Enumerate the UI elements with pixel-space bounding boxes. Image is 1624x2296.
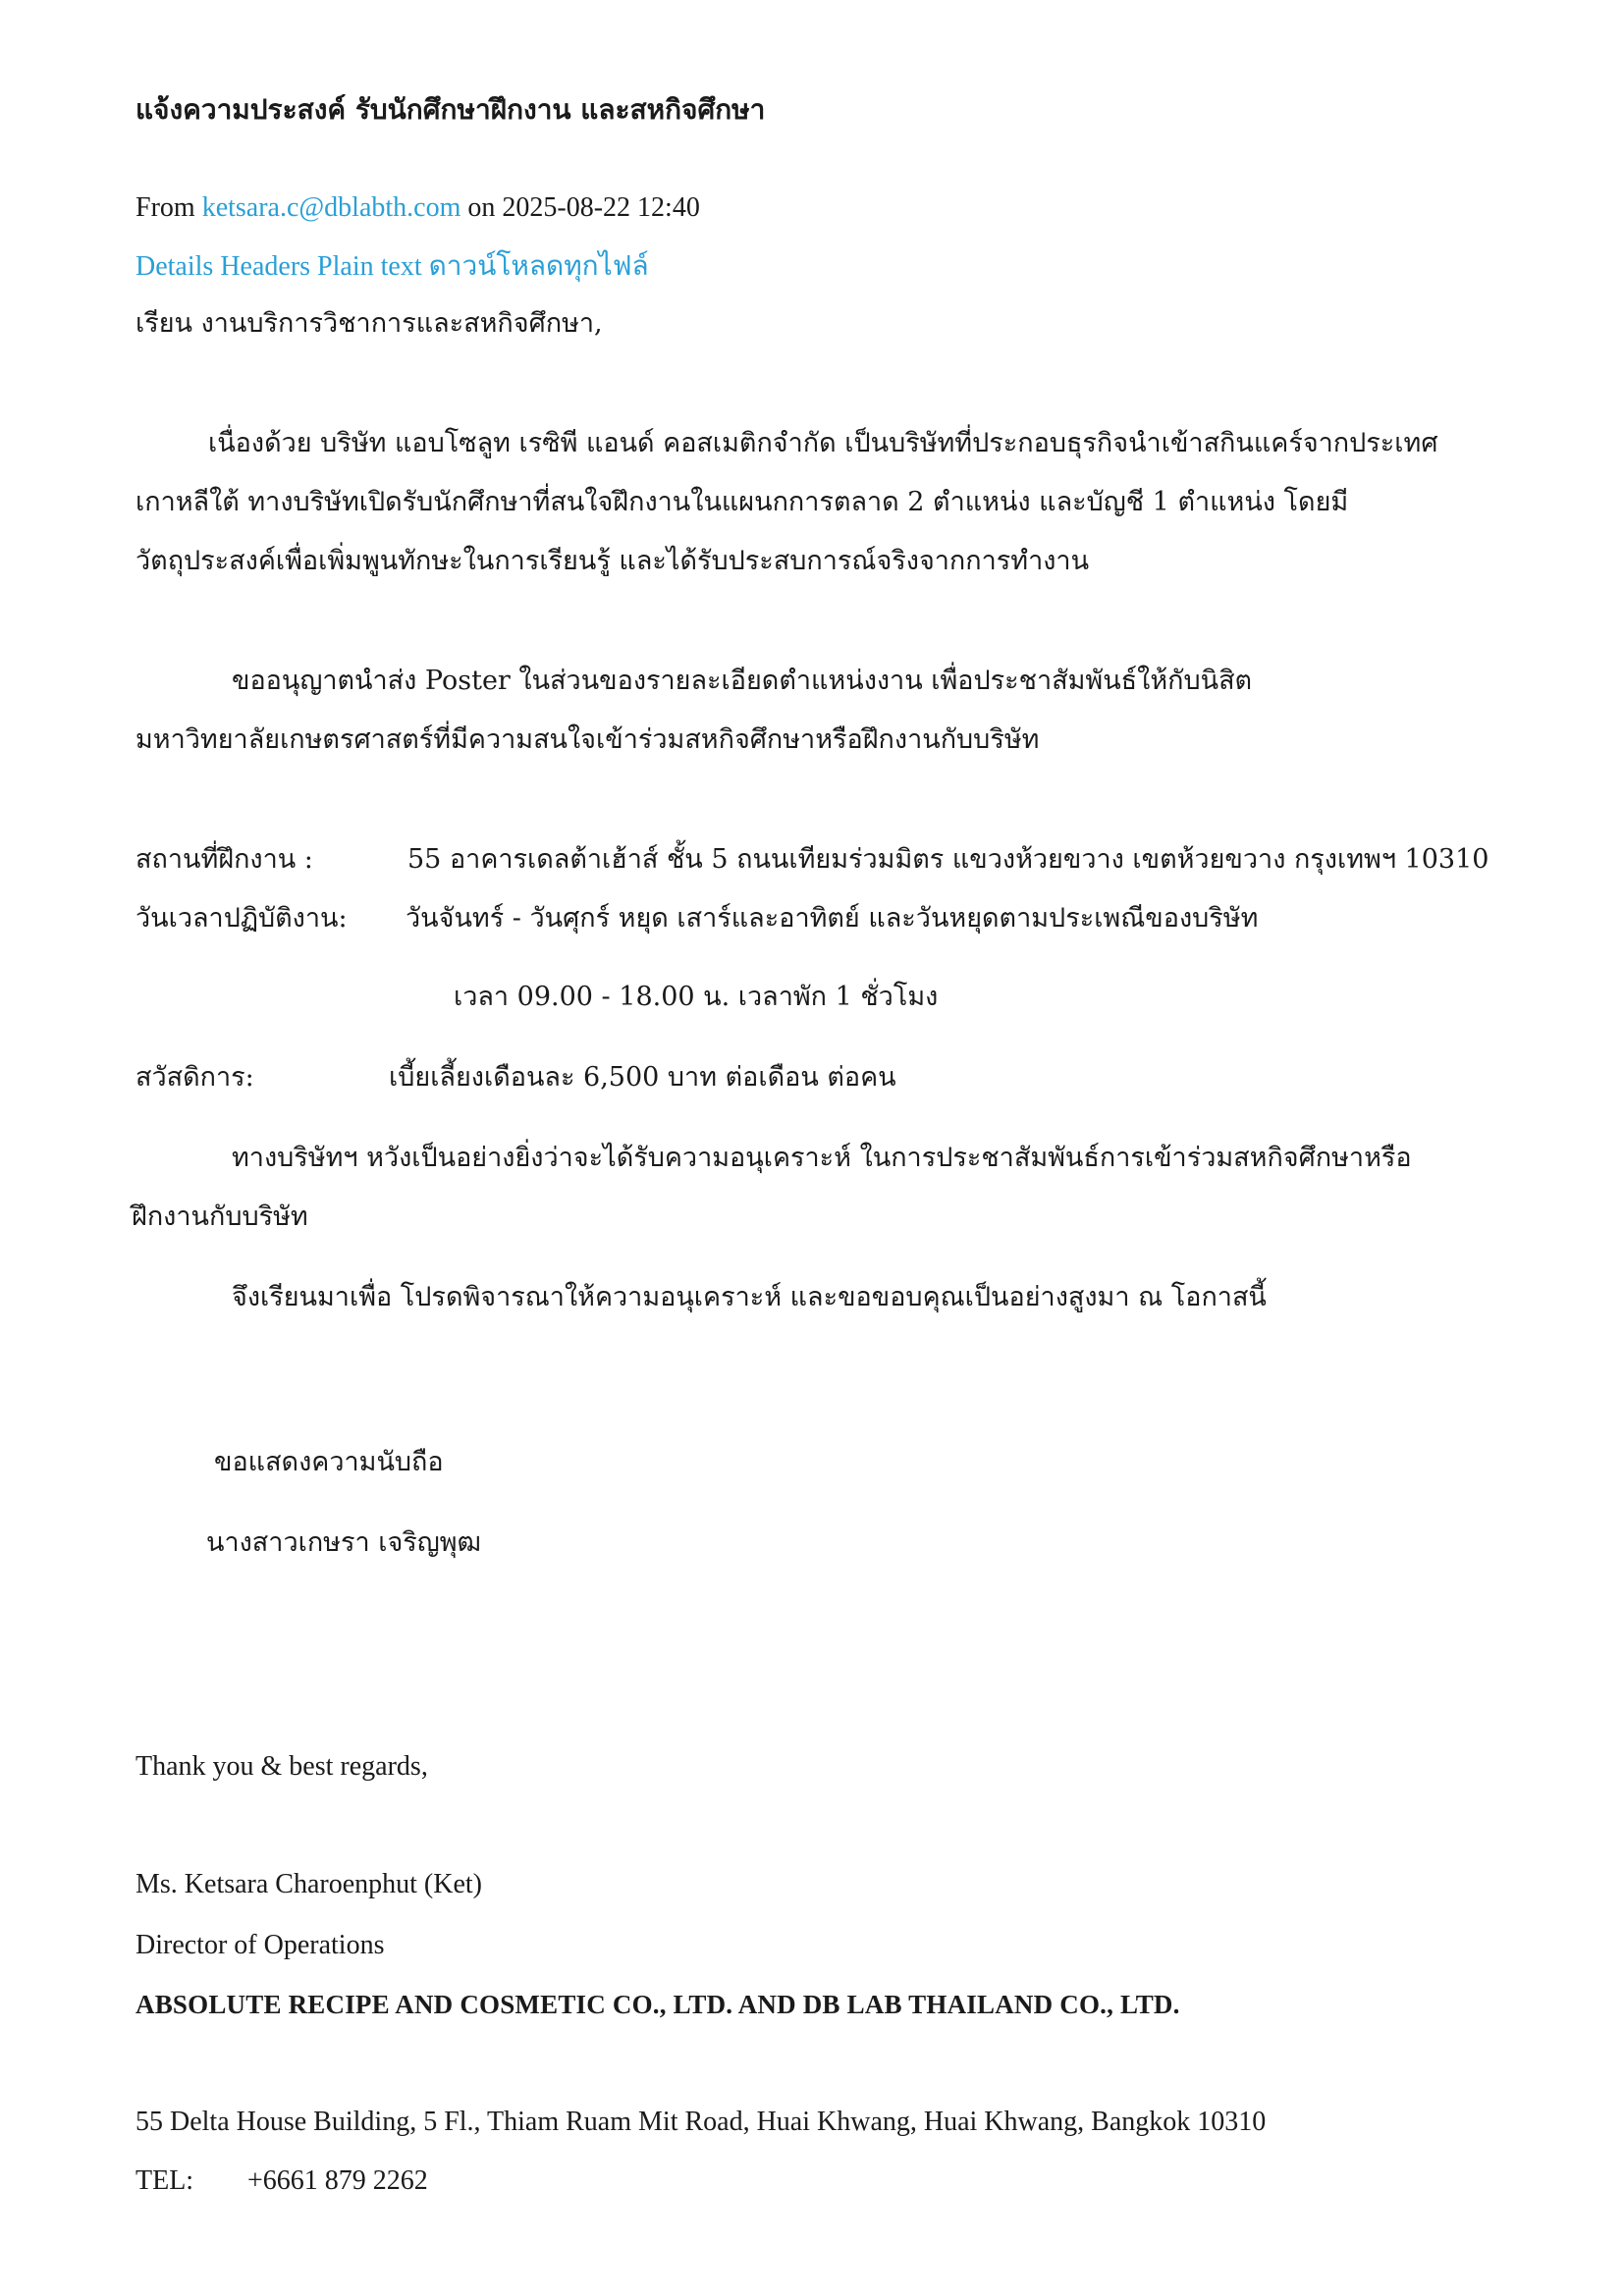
closing: ขอแสดงความนับถือ <box>214 1447 444 1477</box>
location-label: สถานที่ฝึกงาน : <box>135 844 313 875</box>
on-label: on <box>467 192 496 223</box>
headers-link[interactable]: Headers <box>220 251 311 282</box>
from-line <box>135 188 700 228</box>
signature-thanks: Thank you & best regards, <box>135 1751 428 1782</box>
location-value: 55 อาคารเดลต้าเฮ้าส์ ชั้น 5 ถนนเทียมร่วมมิตร แขวงห้วยขวาง เขตห้วยขวาง กรุงเทพฯ 10310 <box>407 844 1489 875</box>
sender-thai-name: นางสาวเกษรา เจริญพุฒ <box>206 1527 481 1558</box>
signature-title: Director of Operations <box>135 1930 385 1960</box>
workdays-value: วันจันทร์ - วันศุกร์ หยุด เสาร์และอาทิตย์ และวันหยุดตามประเพณีของบริษัท <box>406 903 1259 934</box>
para1-line1: เนื่องด้วย บริษัท แอบโซลูท เรซิพี แอนด์ คอสเมติกจำกัด เป็นบริษัทที่ประกอบธุรกิจนำเข้าสกินแคร์จากประเทศ <box>208 428 1438 458</box>
timestamp: 2025-08-22 12:40 <box>502 192 700 223</box>
signature-address: 55 Delta House Building, 5 Fl., Thiam Ruam Mit Road, Huai Khwang, Huai Khwang, Bangkok 10310 <box>135 2107 1267 2137</box>
signature-tel-label: TEL: <box>135 2165 194 2196</box>
para1-line2: เกาหลีใต้ ทางบริษัทเปิดรับนักศึกษาที่สนใจฝึกงานในแผนกการตลาด 2 ตำแหน่ง และบัญชี 1 ตำแหน่ง โดยมี <box>135 487 1349 517</box>
plain-text-link[interactable]: Plain text <box>317 251 422 282</box>
details-link[interactable]: Details <box>135 251 214 282</box>
welfare-label: สวัสดิการ: <box>135 1062 254 1093</box>
download-all-link[interactable]: ดาวน์โหลดทุกไฟล์ <box>428 251 649 282</box>
para4: จึงเรียนมาเพื่อ โปรดพิจารณาให้ความอนุเคราะห์ และขอขอบคุณเป็นอย่างสูงมา ณ โอกาสนี้ <box>232 1282 1267 1312</box>
signature-name: Ms. Ketsara Charoenphut (Ket) <box>135 1869 483 1899</box>
signature-company: ABSOLUTE RECIPE AND COSMETIC CO., LTD. AND DB LAB THAILAND CO., LTD. <box>135 1990 1180 2019</box>
signature-tel-value: +6661 879 2262 <box>247 2165 428 2196</box>
welfare-value: เบี้ยเลี้ยงเดือนละ 6,500 บาท ต่อเดือน ต่อคน <box>389 1062 896 1093</box>
hours-value: เวลา 09.00 - 18.00 น. เวลาพัก 1 ชั่วโมง <box>454 982 939 1012</box>
para3-line1: ทางบริษัทฯ หวังเป็นอย่างยิ่งว่าจะได้รับความอนุเคราะห์ ในการประชาสัมพันธ์การเข้าร่วมสหกิจศึกษาหรือ <box>232 1143 1412 1173</box>
workdays-label: วันเวลาปฏิบัติงาน: <box>135 903 348 934</box>
from-label: From <box>135 192 195 223</box>
para3-line2: ฝึกงานกับบริษัท <box>132 1201 308 1232</box>
from-address-link[interactable]: ketsara.c@dblabth.com <box>201 192 461 223</box>
greeting: เรียน งานบริการวิชาการและสหกิจศึกษา, <box>135 308 603 339</box>
message-links-row <box>135 247 649 287</box>
para2-line1: ขออนุญาตนำส่ง Poster ในส่วนของรายละเอียดตำแหน่งงาน เพื่อประชาสัมพันธ์ให้กับนิสิต <box>232 666 1253 696</box>
email-subject: แจ้งความประสงค์ รับนักศึกษาฝึกงาน และสหกิจศึกษา <box>135 93 766 126</box>
para1-line3: วัตถุประสงค์เพื่อเพิ่มพูนทักษะในการเรียนรู้ และได้รับประสบการณ์จริงจากการทำงาน <box>135 546 1090 576</box>
para2-line2: มหาวิทยาลัยเกษตรศาสตร์ที่มีความสนใจเข้าร่วมสหกิจศึกษาหรือฝึกงานกับบริษัท <box>135 724 1040 755</box>
